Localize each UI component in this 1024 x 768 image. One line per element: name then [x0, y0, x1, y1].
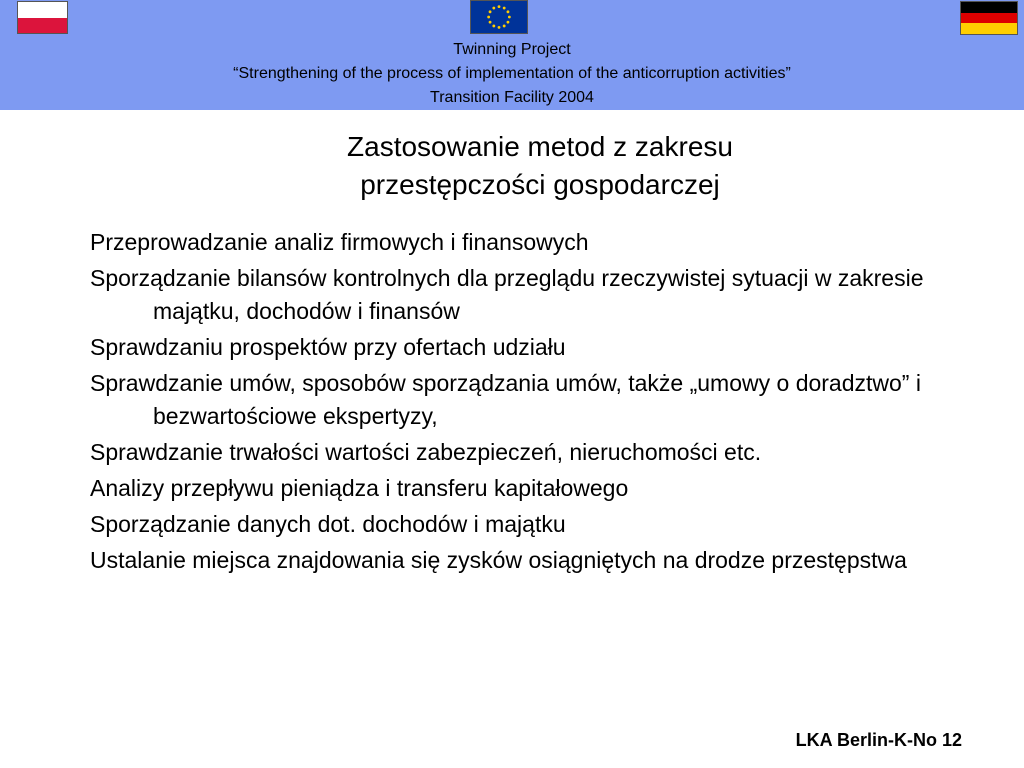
footer-slide-number: LKA Berlin-K-No 12 [795, 730, 962, 750]
slide-title [0, 128, 1024, 204]
list-item: Sprawdzanie umów, sposobów sporządzania umów, także „umowy o doradztwo” i bezwartościowe ekspertyzy, [90, 370, 921, 429]
header-line-project: Twinning Project [453, 41, 571, 58]
header-line-facility: Transition Facility 2004 [430, 89, 594, 106]
poland-flag-icon [17, 1, 68, 34]
header-line-subtitle: “Strengthening of the process of implementation of the anticorruption activities” [233, 65, 791, 82]
slide-title-line2: przestępczości gospodarczej [360, 169, 720, 200]
list-item: Sporządzanie bilansów kontrolnych dla przeglądu rzeczywistej sytuacji w zakresie majątku, dochodów i finansów [90, 265, 924, 324]
list-item: Sprawdzaniu prospektów przy ofertach udziału [90, 334, 566, 360]
slide-title-line1: Zastosowanie metod z zakresu [347, 131, 733, 162]
list-item: Sporządzanie danych dot. dochodów i majątku [90, 511, 566, 537]
list-item: Analizy przepływu pieniądza i transferu kapitałowego [90, 475, 629, 501]
bullet-list [90, 226, 990, 580]
header-banner [0, 0, 1024, 110]
germany-flag-icon [960, 1, 1018, 35]
list-item: Ustalanie miejsca znajdowania się zysków osiągniętych na drodze przestępstwa [90, 547, 907, 573]
eu-flag-icon [470, 0, 528, 34]
list-item: Sprawdzanie trwałości wartości zabezpieczeń, nieruchomości etc. [90, 439, 762, 465]
header-text [0, 38, 1024, 110]
list-item: Przeprowadzanie analiz firmowych i finansowych [90, 229, 589, 255]
